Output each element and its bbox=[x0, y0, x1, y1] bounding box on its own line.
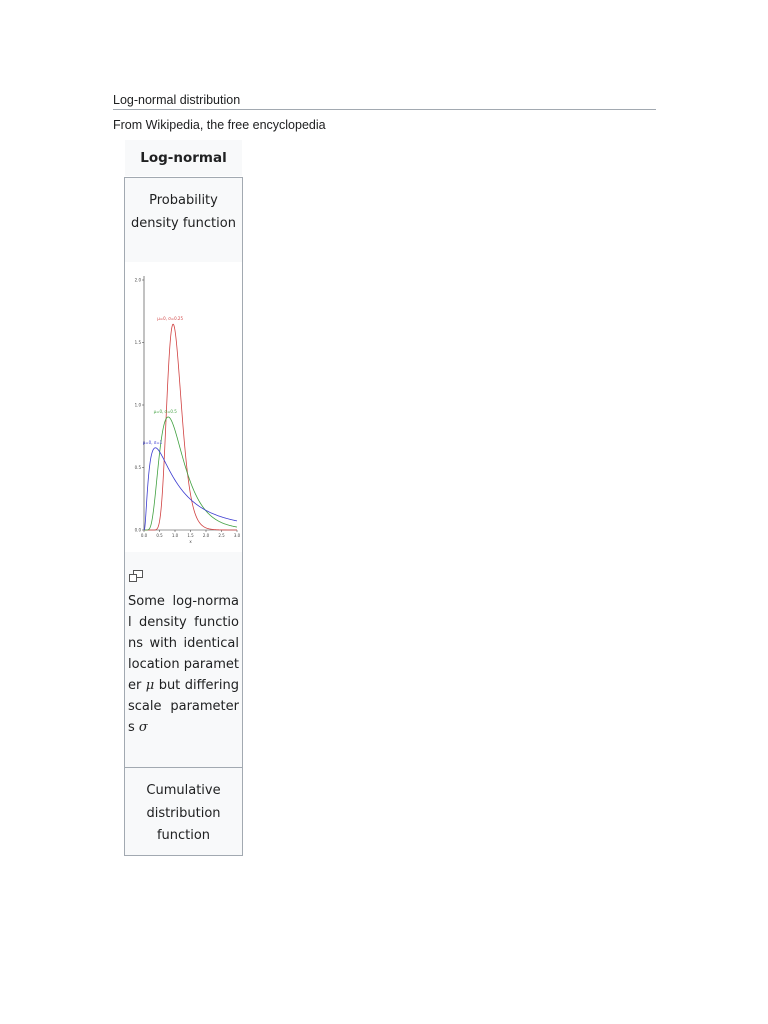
x-tick-label: 1.5 bbox=[187, 533, 194, 538]
page-title: Log-normal distribution bbox=[113, 93, 656, 110]
y-tick-label: 1.5 bbox=[134, 340, 141, 345]
series-line-2 bbox=[144, 448, 237, 530]
x-tick-label: 2.0 bbox=[202, 533, 210, 538]
x-tick-label: 0.5 bbox=[156, 533, 163, 538]
site-tagline: From Wikipedia, the free encyclopedia bbox=[113, 118, 326, 132]
x-axis-label: x bbox=[189, 539, 192, 544]
pdf-plot-image[interactable] bbox=[125, 262, 242, 552]
pdf-caption bbox=[128, 591, 239, 738]
x-tick-label: 1.0 bbox=[171, 533, 179, 538]
mu-symbol: μ bbox=[145, 678, 155, 693]
pdf-chart bbox=[125, 262, 242, 552]
pdf-caption-mid: but differing scale parameters bbox=[128, 678, 239, 735]
x-tick-label: 0.0 bbox=[140, 533, 148, 538]
series-label-2: μ=0, σ=1 bbox=[142, 439, 163, 445]
magnify-clip-icon[interactable] bbox=[129, 570, 143, 582]
pdf-section-header: Probability density function bbox=[131, 193, 236, 231]
y-tick-label: 1.0 bbox=[134, 402, 141, 408]
infobox bbox=[124, 177, 243, 856]
series-line-1 bbox=[144, 417, 237, 530]
series-label-0: μ=0, σ=0.25 bbox=[157, 316, 184, 322]
y-tick-label: 0.5 bbox=[134, 465, 141, 470]
x-tick-label: 3.0 bbox=[233, 533, 241, 538]
y-tick-label: 2.0 bbox=[134, 277, 141, 283]
sigma-symbol: σ bbox=[138, 720, 148, 735]
section-divider bbox=[125, 767, 242, 768]
cdf-section-header: Cumulative distribution function bbox=[146, 783, 221, 843]
infobox-caption: Log-normal bbox=[125, 140, 242, 176]
series-label-1: μ=0, σ=0.5 bbox=[153, 408, 177, 414]
pdf-caption-pre: Some log-normal density functions with identical location parameter bbox=[128, 594, 240, 693]
x-tick-label: 2.5 bbox=[218, 533, 225, 538]
y-tick-label: 0.0 bbox=[134, 527, 141, 533]
